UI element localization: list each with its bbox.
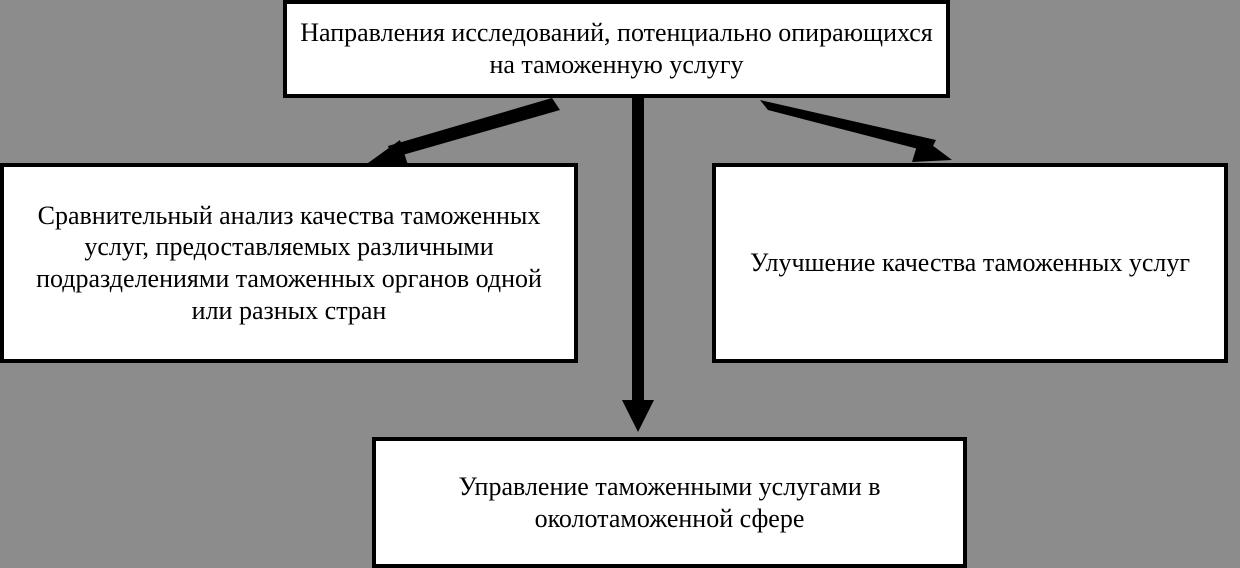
node-quality-improvement-label: Улучшение качества таможенных услуг xyxy=(750,248,1190,278)
edge-root-comparative xyxy=(368,98,560,165)
node-research-directions-label: Направления исследований, потенциально опирающихся на таможенную услугу xyxy=(300,18,933,79)
node-research-directions[interactable] xyxy=(283,0,950,98)
edge-root-management xyxy=(622,98,654,432)
node-comparative-analysis[interactable] xyxy=(0,163,578,363)
node-services-management[interactable] xyxy=(372,437,967,568)
node-comparative-analysis-label: Сравнительный анализ качества таможенных услуг, предоставляемых различными подразделениями таможенных органов одной или разных стран xyxy=(36,200,542,325)
node-quality-improvement[interactable] xyxy=(712,163,1228,363)
edge-root-improvement xyxy=(760,100,952,162)
node-services-management-label: Управление таможенными услугами в околотаможенной сфере xyxy=(458,471,881,533)
